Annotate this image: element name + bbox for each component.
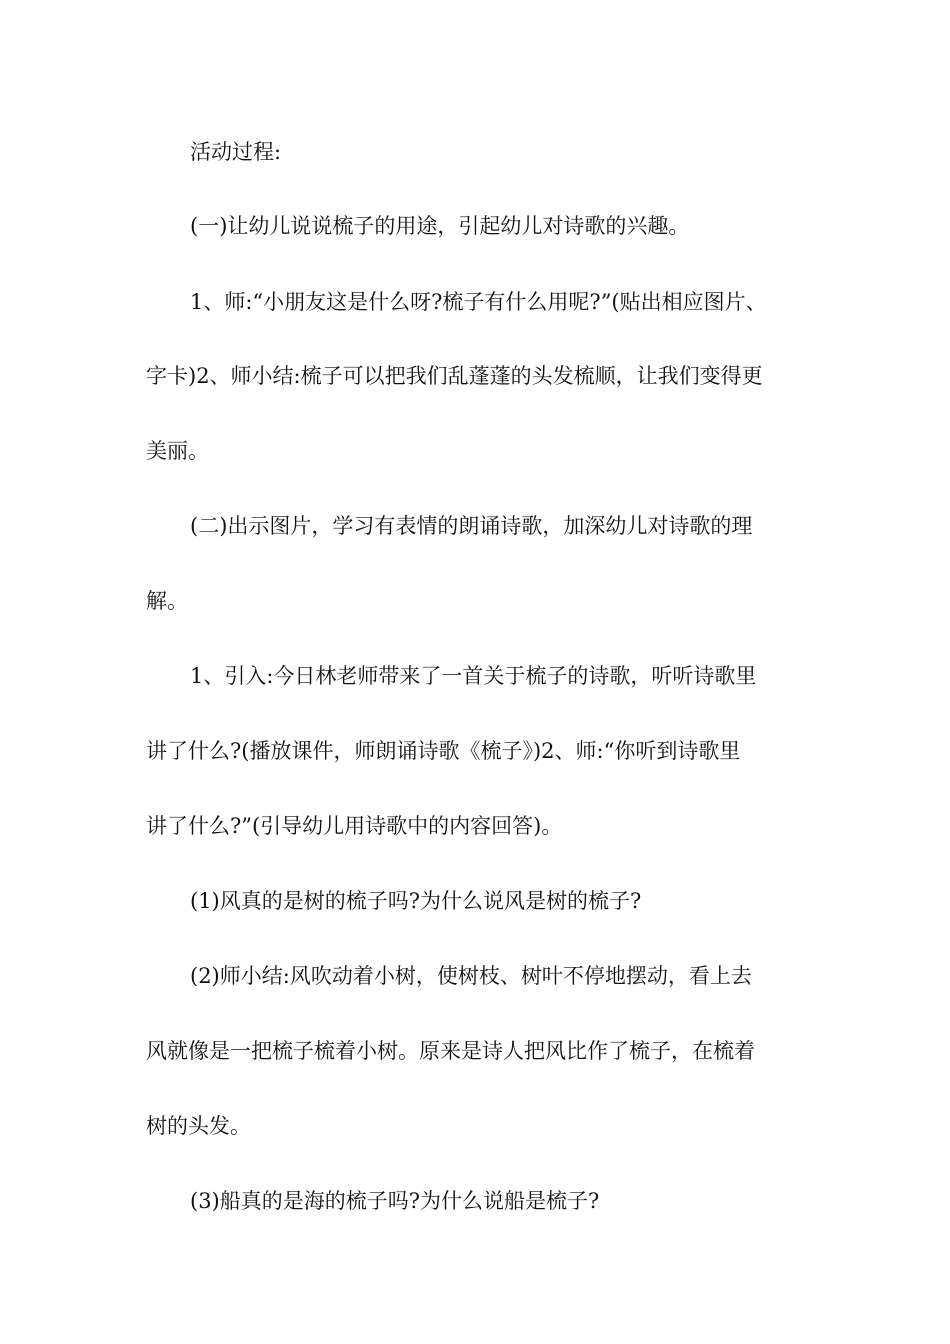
paragraph-line: 风就像是一把梳子梳着小树。原来是诗人把风比作了梳子，在梳着	[146, 1039, 755, 1063]
paragraph-line: (二)出示图片，学习有表情的朗诵诗歌，加深幼儿对诗歌的理	[190, 514, 753, 538]
paragraph-line: 字卡)2、师小结:梳子可以把我们乱蓬蓬的头发梳顺，让我们变得更	[146, 364, 763, 388]
paragraph-line: 讲了什么?(播放课件，师朗诵诗歌《梳子》)2、师:“你听到诗歌里	[146, 739, 741, 763]
paragraph-line: (1)风真的是树的梳子吗?为什么说风是树的梳子?	[190, 889, 642, 913]
paragraph-line: (3)船真的是海的梳子吗?为什么说船是梳子?	[190, 1189, 600, 1213]
paragraph-line: 美丽。	[146, 439, 209, 463]
paragraph-line: 1、引入:今日林老师带来了一首关于梳子的诗歌，听听诗歌里	[190, 664, 757, 688]
paragraph-line: 1、师:“小朋友这是什么呀?梳子有什么用呢?”(贴出相应图片、	[190, 290, 767, 314]
paragraph-line: 讲了什么?”(引导幼儿用诗歌中的内容回答)。	[146, 814, 563, 838]
paragraph-line: 解。	[146, 589, 188, 613]
section-heading: 活动过程:	[190, 140, 282, 164]
paragraph-line: (一)让幼儿说说梳子的用途，引起幼儿对诗歌的兴趣。	[190, 214, 690, 238]
paragraph-line: 树的头发。	[146, 1114, 251, 1138]
paragraph-line: (2)师小结:风吹动着小树，使树枝、树叶不停地摆动，看上去	[190, 964, 752, 988]
